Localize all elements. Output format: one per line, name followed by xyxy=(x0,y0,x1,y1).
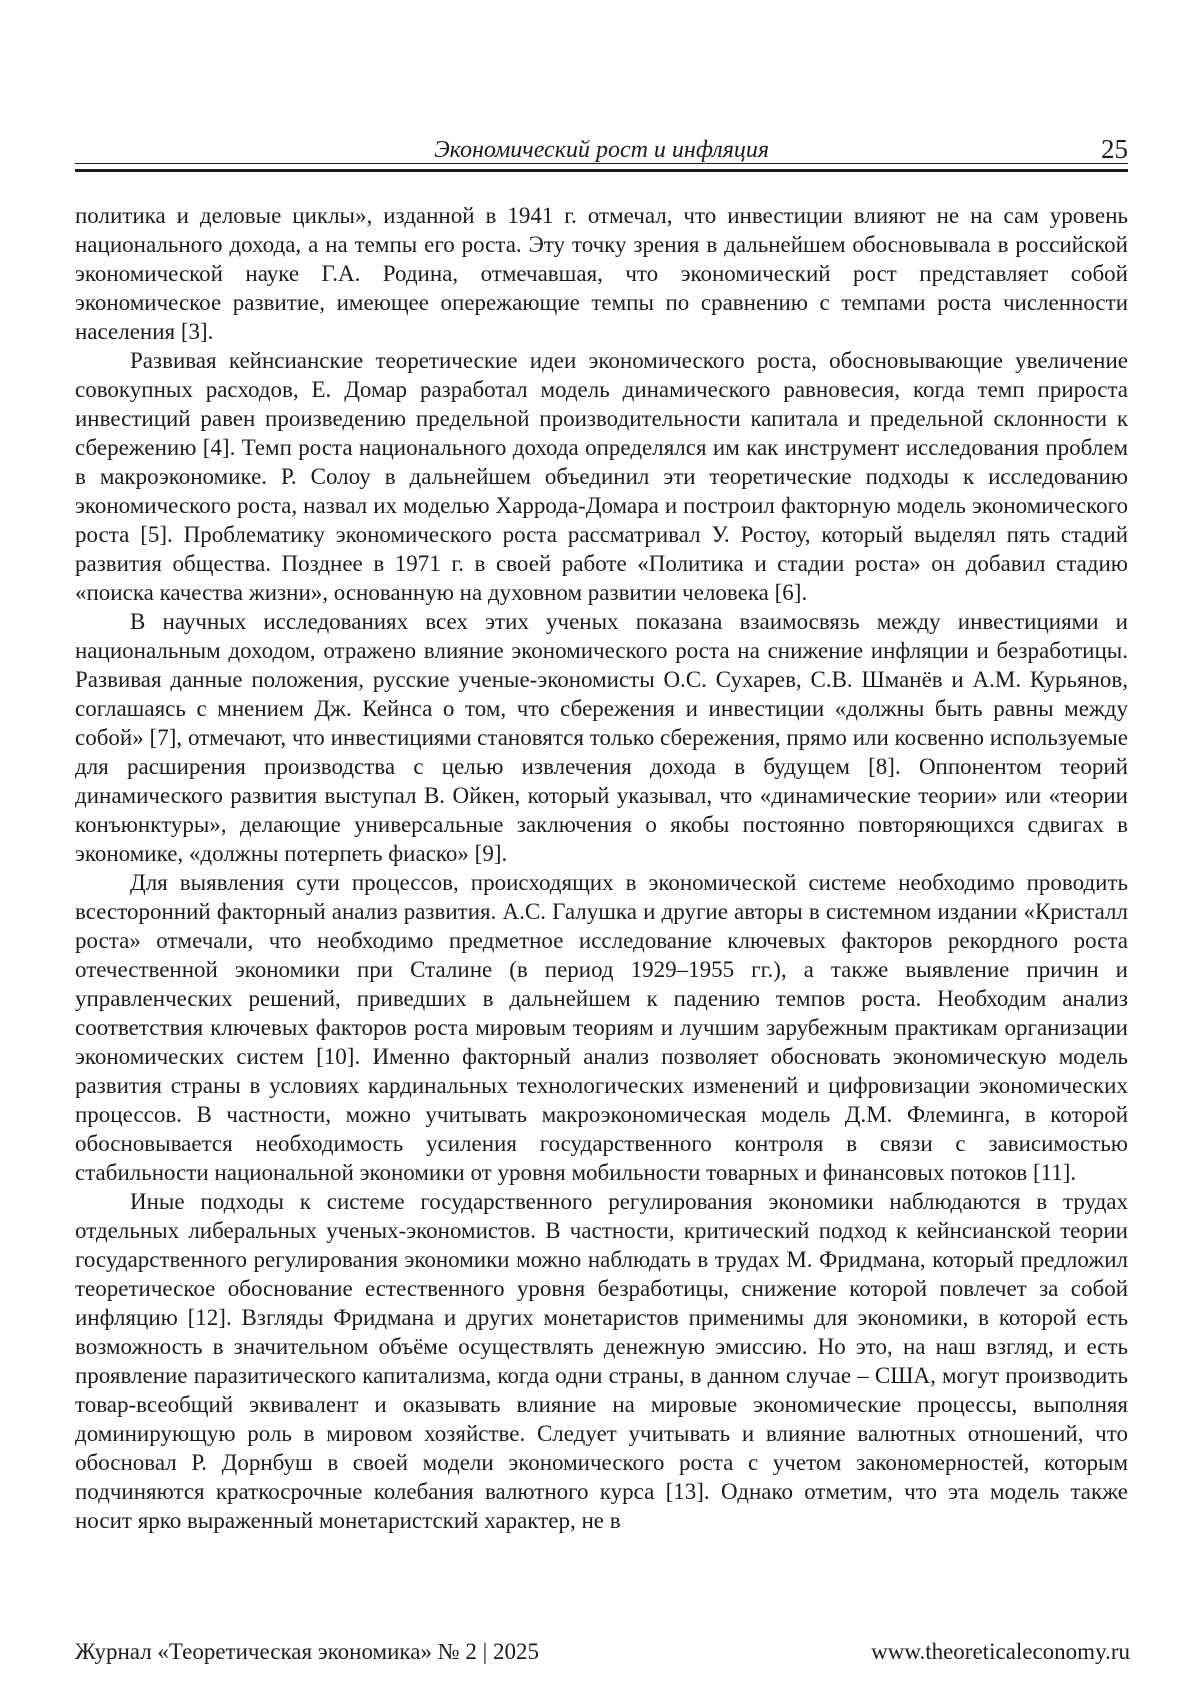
body-paragraph: В научных исследованиях всех этих ученых показана взаимосвязь между инвестициями и национальным доходом, отражено влияние экономического роста на снижение инфляции и безработицы. Развивая данные положения, русские ученые-экономисты О.С. Сухарев, С.В. Шманёв и А.М. Курьянов, соглашаясь с мнением Дж. Кейнса о том, что сбережения и инвестиции «должны быть равны между собой» [7], отмечают, что инвестициями становятся только сбережения, прямо или косвенно используемые для расширения производства с целью извлечения дохода в будущем [8]. Оппонентом теорий динамического развития выступал В. Ойкен, который указывал, что «динамические теории» или «теории конъюнктуры», делающие универсальные заключения о якобы постоянно повторяющихся сдвигах в экономике, «должны потерпеть фиаско» [9]. xyxy=(75,609,1128,866)
body-paragraph: Развивая кейнсианские теоретические идеи экономического роста, обосновывающие увеличение совокупных расходов, Е. Домар разработал модель динамического равновесия, когда темп прироста инвестиций равен произведению предельной производительности капитала и предельной склонности к сбережению [4]. Темп роста национального дохода определялся им как инструмент исследования проблем в макроэкономике. Р. Солоу в дальнейшем объединил эти теоретические подходы к исследованию экономического роста, назвал их моделью Харрода-Домара и построил факторную модель экономического роста [5]. Проблематику экономического роста рассматривал У. Ростоу, который выделял пять стадий развития общества. Позднее в 1971 г. в своей работе «Политика и стадии роста» он добавил стадию «поиска качества жизни», основанную на духовном развитии человека [6]. xyxy=(75,348,1128,605)
running-title: Экономический рост и инфляция xyxy=(433,137,770,163)
journal-website: www.theoreticaleconomy.ru xyxy=(871,1639,1130,1664)
journal-issue-label: Журнал «Теоретическая экономика» № 2 | 2025 xyxy=(75,1639,539,1664)
page-footer xyxy=(75,1638,1130,1666)
page-header xyxy=(75,136,1128,164)
body-paragraph-continuation: политика и деловые циклы», изданной в 1941 г. отмечал, что инвестиции влияют не на сам уровень национального дохода, а на темпы его роста. Эту точку зрения в дальнейшем обосновывала в российской экономической науке Г.А. Родина, отмечавшая, что экономический рост представляет собой экономическое развитие, имеющее опережающие темпы по сравнению с темпами роста численности населения [3]. xyxy=(75,203,1128,344)
header-rule-divider xyxy=(75,163,1128,172)
body-paragraph: Иные подходы к системе государственного регулирования экономики наблюдаются в трудах отдельных либеральных ученых-экономистов. В частности, критический подход к кейнсианской теории государственного регулирования экономики можно наблюдать в трудах М. Фридмана, который предложил теоретическое обоснование естественного уровня безработицы, снижение которой повлечет за собой инфляцию [12]. Взгляды Фридмана и других монетаристов применимы для экономики, в которой есть возможность в значительном объёме осуществлять денежную эмиссию. Но это, на наш взгляд, и есть проявление паразитического капитализма, когда одни страны, в данном случае – США, могут производить товар-всеобщий эквивалент и оказывать влияние на мировые экономические процессы, выполняя доминирующую роль в мировом хозяйстве. Следует учитывать и влияние валютных отношений, что обосновал Р. Дорнбуш в своей модели экономического роста с учетом закономерностей, которым подчиняются краткосрочные колебания валютного курса [13]. Однако отметим, что эта модель также носит ярко выраженный монетаристский характер, не в xyxy=(75,1189,1128,1533)
body-paragraph: Для выявления сути процессов, происходящих в экономической системе необходимо проводить всесторонний факторный анализ развития. А.С. Галушка и другие авторы в системном издании «Кристалл роста» отмечали, что необходимо предметное исследование ключевых факторов рекордного роста отечественной экономики при Сталине (в период 1929–1955 гг.), а также выявление причин и управленческих решений, приведших в дальнейшем к падению темпов роста. Необходим анализ соответствия ключевых факторов роста мировым теориям и лучшим зарубежным практикам организации экономических систем [10]. Именно факторный анализ позволяет обосновать экономическую модель развития страны в условиях кардинальных технологических изменений и цифровизации экономических процессов. В частности, можно учитывать макроэкономическая модель Д.М. Флеминга, в которой обосновывается необходимость усиления государственного контроля в связи с зависимостью стабильности национальной экономики от уровня мобильности товарных и финансовых потоков [11]. xyxy=(75,870,1128,1185)
page-number: 25 xyxy=(1101,134,1128,164)
article-body xyxy=(75,201,1128,1613)
